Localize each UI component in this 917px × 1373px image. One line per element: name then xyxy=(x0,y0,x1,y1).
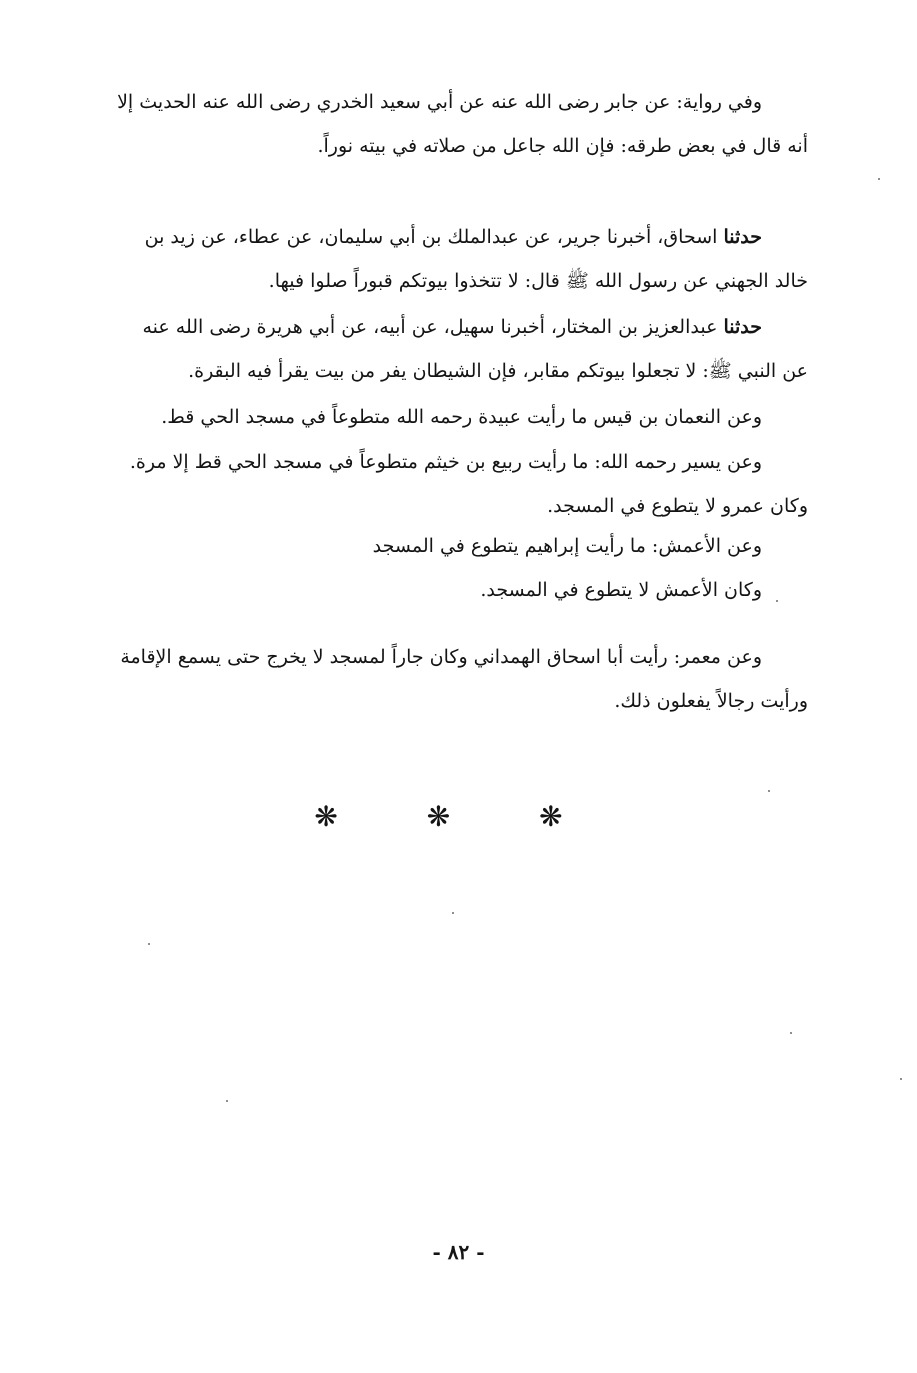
paragraph-numan-narration xyxy=(70,395,808,439)
paragraph-line xyxy=(70,305,808,349)
paragraph-line: وعن معمر: رأيت أبا اسحاق الهمداني وكان جاراً لمسجد لا يخرج حتى يسمع الإقامة xyxy=(120,646,762,668)
paragraph-line: وفي رواية: عن جابر رضى الله عنه عن أبي سعيد الخدري رضى الله عنه الحديث إلا xyxy=(117,91,762,113)
paragraph-yusayr-narration xyxy=(70,440,808,528)
paragraph-line xyxy=(70,215,808,259)
scan-speck xyxy=(878,178,880,180)
paragraph-line: وكان الأعمش لا يتطوع في المسجد. xyxy=(480,579,762,601)
paragraph-line-text: عبدالعزيز بن المختار، أخبرنا سهيل، عن أبيه، عن أبي هريرة رضى الله عنه xyxy=(142,316,724,338)
paragraph-line-text: اسحاق، أخبرنا جرير، عن عبدالملك بن أبي سليمان، عن عطاء، عن زيد بن xyxy=(144,226,724,248)
section-separator-stars: ❋ ❋ ❋ xyxy=(314,800,603,833)
paragraph-line: أنه قال في بعض طرقه: فإن الله جاعل من صلاته في بيته نوراً. xyxy=(317,135,808,157)
paragraph-amash-narration xyxy=(70,524,808,612)
scan-speck xyxy=(900,1078,902,1080)
paragraph-line: وعن النعمان بن قيس ما رأيت عبيدة رحمه الله متطوعاً في مسجد الحي قط. xyxy=(161,406,762,428)
paragraph-jabir-narration xyxy=(70,80,808,168)
paragraph-line: خالد الجهني عن رسول الله ﷺ قال: لا تتخذوا بيوتكم قبوراً صلوا فيها. xyxy=(268,270,808,292)
paragraph-mamar-narration xyxy=(70,635,808,723)
paragraph-abu-hurayra-hadith xyxy=(70,305,808,393)
scan-speck xyxy=(790,1032,792,1034)
paragraph-line: ورأيت رجالاً يفعلون ذلك. xyxy=(614,690,808,712)
paragraph-line: وعن الأعمش: ما رأيت إبراهيم يتطوع في المسجد xyxy=(372,535,762,557)
paragraph-line: عن النبي ﷺ: لا تجعلوا بيوتكم مقابر، فإن الشيطان يفر من بيت يقرأ فيه البقرة. xyxy=(188,360,808,382)
scan-speck xyxy=(226,1100,228,1102)
paragraph-zaid-hadith xyxy=(70,215,808,303)
scan-speck xyxy=(452,912,454,914)
scan-speck xyxy=(768,790,770,792)
hadith-lead-word: حدثنا xyxy=(723,316,762,338)
scan-speck xyxy=(776,600,778,602)
scan-speck xyxy=(148,943,150,945)
hadith-lead-word: حدثنا xyxy=(723,226,762,248)
paragraph-line: وعن يسير رحمه الله: ما رأيت ربيع بن خيثم متطوعاً في مسجد الحي قط إلا مرة. xyxy=(129,451,762,473)
page-number: - ٨٢ - xyxy=(432,1240,485,1264)
paragraph-line: وكان عمرو لا يتطوع في المسجد. xyxy=(547,495,808,517)
